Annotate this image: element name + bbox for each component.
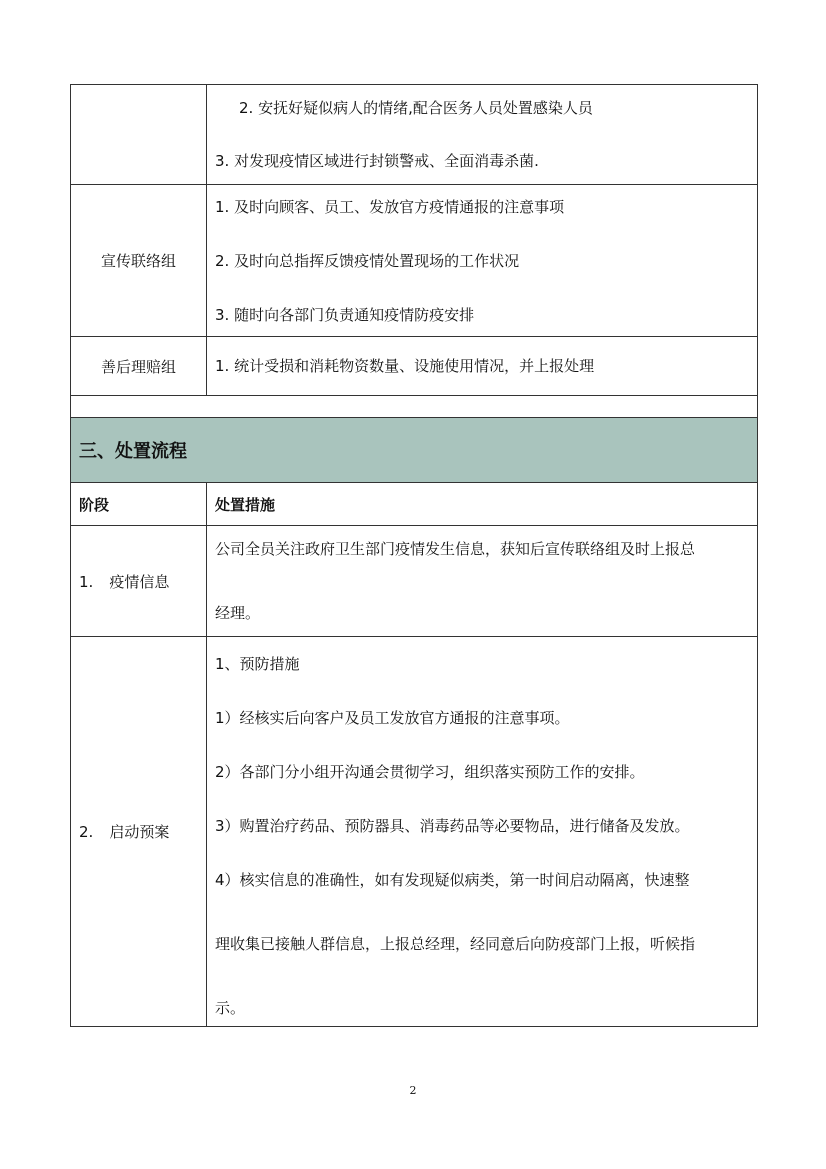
table-row [71, 85, 758, 185]
measures-column-header: 处置措施 [207, 483, 758, 526]
duty-line: 1. 统计受损和消耗物资数量、设施使用情况，并上报处理 [215, 357, 595, 375]
duty-cell [207, 85, 758, 185]
spacer-row [71, 396, 758, 418]
table-row [71, 337, 758, 396]
table-row [71, 526, 758, 637]
measure-line: 4）核实信息的准确性，如有发现疑似病类，第一时间启动隔离，快速整 [215, 871, 690, 889]
stage-number: 2. [79, 823, 94, 841]
measure-line: 公司全员关注政府卫生部门疫情发生信息，获知后宣传联络组及时上报总 [215, 540, 696, 558]
measures-cell [207, 637, 758, 1027]
procedure-table [70, 417, 758, 1027]
duty-line: 3. 随时向各部门负责通知疫情防疫安排 [215, 305, 475, 324]
spacer-cell [71, 396, 758, 418]
response-team-table [70, 84, 758, 418]
stage-cell [71, 637, 207, 1027]
measure-line: 3）购置治疗药品、预防器具、消毒药品等必要物品，进行储备及发放。 [215, 817, 690, 835]
measures-cell [207, 526, 758, 637]
team-label-cell: 善后理赔组 [71, 337, 207, 396]
stage-name: 启动预案 [109, 823, 170, 841]
team-label-cell: 宣传联络组 [71, 185, 207, 337]
stage-column-header: 阶段 [71, 483, 207, 526]
measure-line: 理收集已接触人群信息，上报总经理，经同意后向防疫部门上报，听候指 [215, 935, 696, 953]
stage-cell [71, 526, 207, 637]
measure-line: 1）经核实后向客户及员工发放官方通报的注意事项。 [215, 709, 570, 727]
duty-cell [207, 185, 758, 337]
duty-line: 2. 及时向总指挥反馈疫情处置现场的工作状况 [215, 251, 520, 270]
team-label-cell [71, 85, 207, 185]
duty-line: 1. 及时向顾客、员工、发放官方疫情通报的注意事项 [215, 197, 565, 216]
table-row [71, 185, 758, 337]
duty-cell [207, 337, 758, 396]
table-row [71, 637, 758, 1027]
section-title: 三、处置流程 [71, 418, 758, 483]
stage-name: 疫情信息 [109, 572, 170, 591]
column-header-row [71, 483, 758, 526]
duty-line: 2. 安抚好疑似病人的情绪,配合医务人员处置感染人员 [239, 99, 593, 117]
measure-line: 示。 [215, 999, 246, 1017]
stage-number: 1. [79, 572, 94, 591]
measure-line: 经理。 [215, 604, 261, 622]
measure-line: 1、预防措施 [215, 655, 300, 673]
section-header-row [71, 418, 758, 483]
duty-line: 3. 对发现疫情区域进行封锁警戒、全面消毒杀菌. [215, 152, 539, 170]
page-number: 2 [409, 1084, 417, 1097]
measure-line: 2）各部门分小组开沟通会贯彻学习，组织落实预防工作的安排。 [215, 763, 645, 781]
